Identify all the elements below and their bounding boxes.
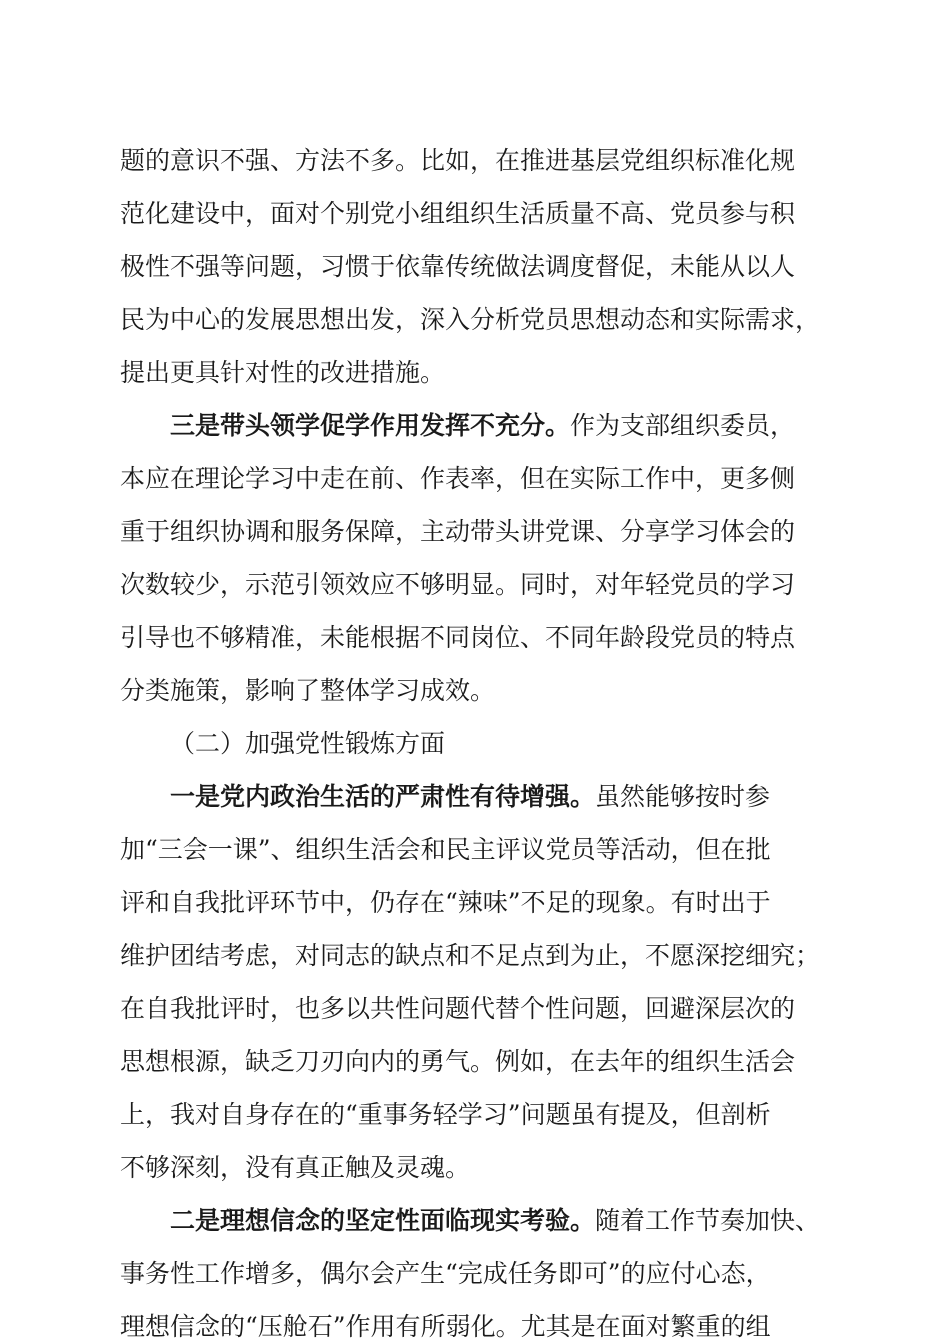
- body-text-line: 维护团结考虑，对同志的缺点和不足点到为止，不愿深挖细究；: [120, 941, 821, 970]
- body-text-line: 思想根源，缺乏刀刃向内的勇气。例如，在去年的组织生活会: [120, 1047, 796, 1076]
- section-heading: （二）加强党性锻炼方面: [170, 729, 446, 758]
- body-text-line: 上，我对自身存在的“重事务轻学习”问题虽有提及，但剖析: [120, 1100, 771, 1129]
- body-text-line: 评和自我批评环节中，仍存在“辣味”不足的现象。有时出于: [120, 888, 771, 917]
- paragraph-lead-rest: 作为支部组织委员，: [570, 411, 796, 440]
- body-text-line: 不够深刻，没有真正触及灵魂。: [120, 1153, 471, 1182]
- body-text-line: 极性不强等问题，习惯于依靠传统做法调度督促，未能从以人: [120, 252, 796, 281]
- body-text-line: 加“三会一课”、组织生活会和民主评议党员等活动，但在批: [120, 835, 771, 864]
- body-text-line: 在自我批评时，也多以共性问题代替个性问题，回避深层次的: [120, 994, 796, 1023]
- paragraph-lead-rest: 随着工作节奏加快、: [595, 1206, 821, 1235]
- body-text-line: 民为中心的发展思想出发，深入分析党员思想动态和实际需求，: [120, 305, 821, 334]
- body-text-line: 范化建设中，面对个别党小组组织生活质量不高、党员参与积: [120, 199, 796, 228]
- body-text-line: 次数较少，示范引领效应不够明显。同时，对年轻党员的学习: [120, 570, 796, 599]
- paragraph-lead-heading: 一是党内政治生活的严肃性有待增强。: [170, 782, 596, 811]
- paragraph-lead-heading: 三是带头领学促学作用发挥不充分。: [170, 411, 571, 440]
- body-text-line: 本应在理论学习中走在前、作表率，但在实际工作中，更多侧: [120, 464, 796, 493]
- body-text-line: 引导也不够精准，未能根据不同岗位、不同年龄段党员的特点: [120, 623, 796, 652]
- paragraph-lead-rest: 虽然能够按时参: [595, 782, 771, 811]
- body-text-line: 理想信念的“压舱石”作用有所弱化。尤其是在面对繁重的组: [120, 1312, 771, 1341]
- body-text-line: 提出更具针对性的改进措施。: [120, 358, 446, 387]
- paragraph-lead-heading: 二是理想信念的坚定性面临现实考验。: [170, 1206, 596, 1235]
- body-text-line: 题的意识不强、方法不多。比如，在推进基层党组织标准化规: [120, 146, 796, 175]
- body-text-line: 分类施策，影响了整体学习成效。: [120, 676, 496, 705]
- paragraph-first-line: [170, 411, 795, 441]
- body-text-line: 重于组织协调和服务保障，主动带头讲党课、分享学习体会的: [120, 517, 796, 546]
- body-text-line: 事务性工作增多，偶尔会产生“完成任务即可”的应付心态，: [120, 1259, 771, 1288]
- paragraph-first-line: [170, 782, 770, 812]
- paragraph-first-line: [170, 1206, 820, 1236]
